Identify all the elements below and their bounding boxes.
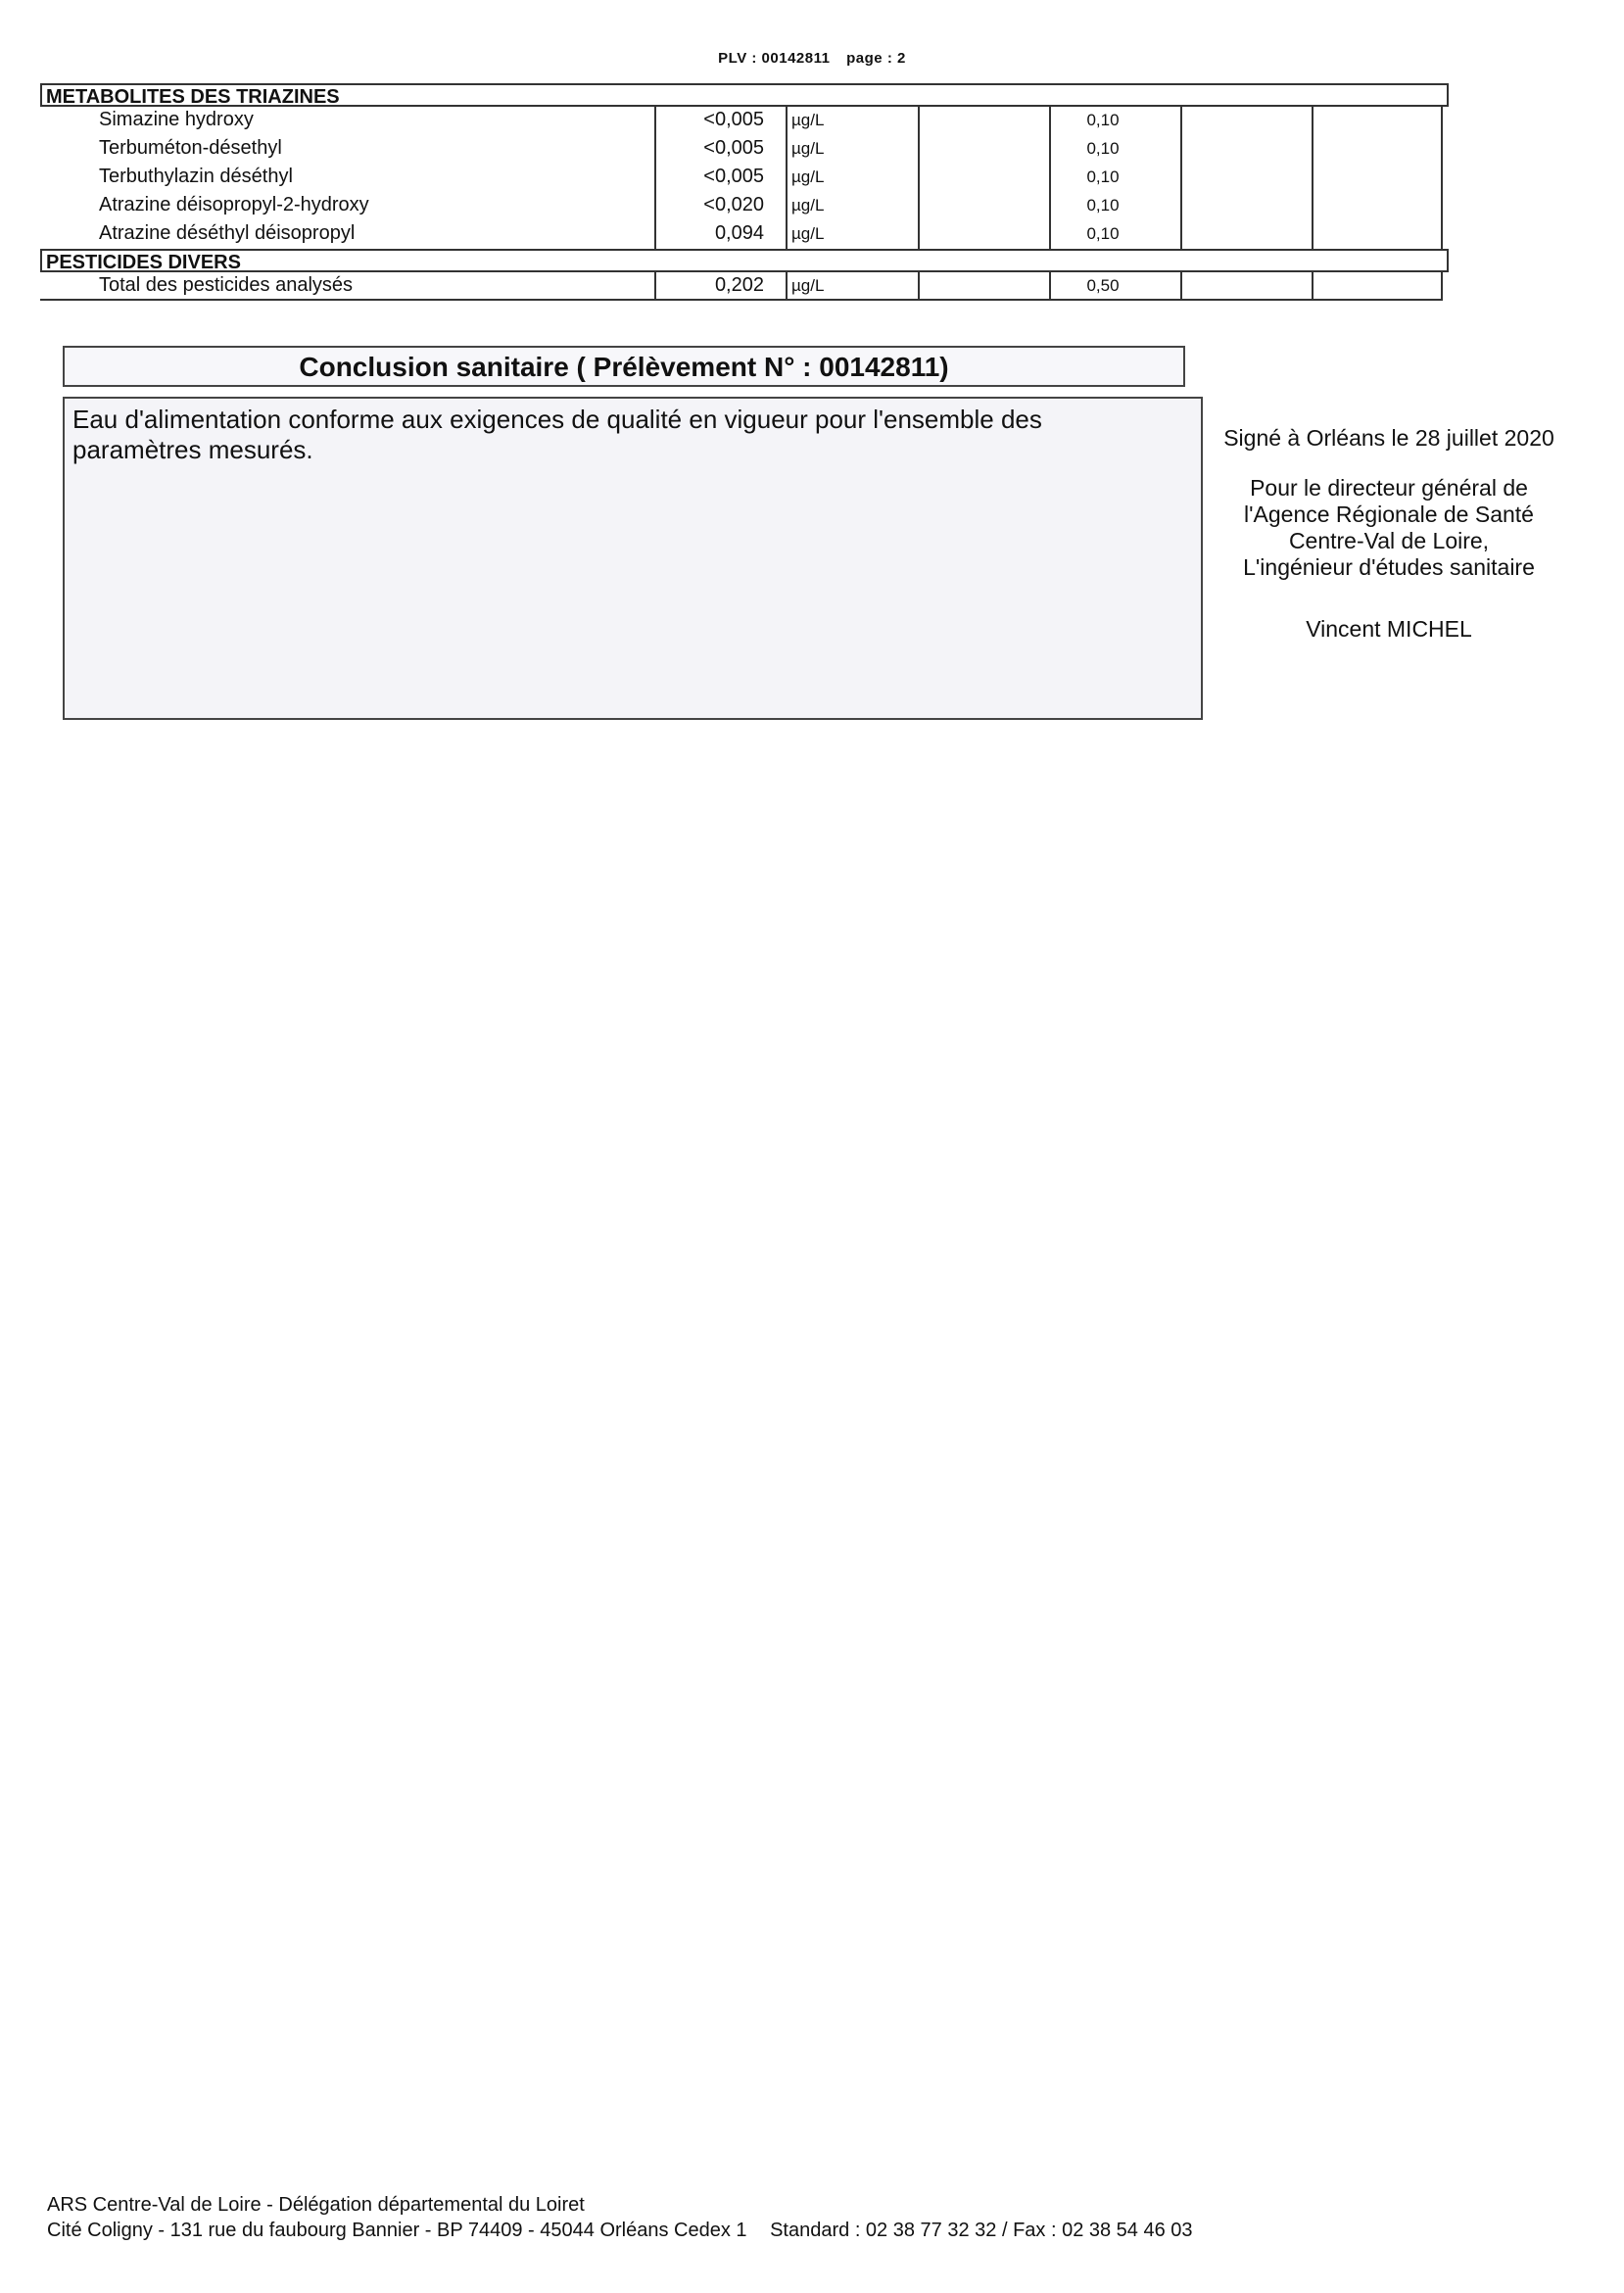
column-divider <box>786 272 788 300</box>
parameter-unit: µg/L <box>791 111 825 129</box>
column-divider <box>1312 107 1314 249</box>
parameter-value: <0,005 <box>703 166 764 187</box>
section-title: METABOLITES DES TRIAZINES <box>46 86 340 108</box>
column-divider <box>1049 272 1051 300</box>
column-divider <box>1180 107 1182 249</box>
signature-block <box>1203 425 1575 643</box>
column-divider <box>918 107 920 249</box>
table-row <box>40 272 1449 300</box>
parameter-value: <0,020 <box>703 194 764 215</box>
section-header <box>40 249 1449 272</box>
conclusion-title: Conclusion sanitaire ( Prélèvement N° : 00142811) <box>63 346 1185 387</box>
parameter-unit: µg/L <box>791 167 825 186</box>
parameter-limit: 0,10 <box>1086 139 1120 158</box>
parameter-unit: µg/L <box>791 224 825 243</box>
parameter-name: Simazine hydroxy <box>99 109 254 130</box>
parameter-limit: 0,10 <box>1086 196 1120 215</box>
document-reference <box>0 50 1624 67</box>
table-row <box>40 220 1449 249</box>
column-divider <box>918 272 920 300</box>
parameter-name: Terbuthylazin déséthyl <box>99 166 293 187</box>
table-row <box>40 135 1449 164</box>
parameter-value: 0,202 <box>714 274 764 296</box>
column-divider <box>1441 272 1443 300</box>
parameter-unit: µg/L <box>791 276 825 295</box>
table-row <box>40 107 1449 135</box>
parameter-unit: µg/L <box>791 139 825 158</box>
parameter-name: Terbuméton-désethyl <box>99 137 282 159</box>
column-divider <box>1180 272 1182 300</box>
parameter-unit: µg/L <box>791 196 825 215</box>
footer <box>47 2192 1193 2243</box>
table-row <box>40 164 1449 192</box>
signature-line: Pour le directeur général de <box>1250 475 1528 501</box>
parameter-value: 0,094 <box>714 222 764 244</box>
footer-address: Cité Coligny - 131 rue du faubourg Bannier - BP 74409 - 45044 Orléans Cedex 1 <box>47 2220 747 2241</box>
section-header <box>40 83 1449 107</box>
signatory-name: Vincent MICHEL <box>1306 616 1472 642</box>
parameter-name: Atrazine déisopropyl-2-hydroxy <box>99 194 369 215</box>
signature-place-date: Signé à Orléans le 28 juillet 2020 <box>1223 425 1554 451</box>
parameter-limit: 0,10 <box>1086 167 1120 186</box>
conclusion-text: Eau d'alimentation conforme aux exigences de qualité en vigueur pour l'ensemble des paramètres mesurés. <box>72 405 1042 464</box>
column-divider <box>1312 272 1314 300</box>
parameter-value: <0,005 <box>703 137 764 159</box>
footer-phone: Standard : 02 38 77 32 32 / Fax : 02 38 54 46 03 <box>770 2220 1193 2241</box>
table-bottom-border <box>40 299 1443 301</box>
parameter-limit: 0,10 <box>1086 224 1120 243</box>
column-divider <box>1049 107 1051 249</box>
signature-line: l'Agence Régionale de Santé <box>1244 502 1534 527</box>
parameter-name: Atrazine déséthyl déisopropyl <box>99 222 356 244</box>
footer-organization: ARS Centre-Val de Loire - Délégation départemental du Loiret <box>47 2194 585 2216</box>
parameter-name: Total des pesticides analysés <box>99 274 354 296</box>
signature-line: Centre-Val de Loire, <box>1288 528 1490 553</box>
conclusion-box <box>63 397 1203 720</box>
column-divider <box>654 107 656 249</box>
signature-line: L'ingénieur d'études sanitaire <box>1243 554 1535 580</box>
parameter-limit: 0,10 <box>1086 111 1120 129</box>
results-table <box>40 83 1449 300</box>
column-divider <box>786 107 788 249</box>
parameter-value: <0,005 <box>703 109 764 130</box>
column-divider <box>1441 107 1443 249</box>
page-number: page : 2 <box>846 50 906 67</box>
section-title: PESTICIDES DIVERS <box>46 252 241 273</box>
table-row <box>40 192 1449 220</box>
plv-number: PLV : 00142811 <box>718 50 831 67</box>
column-divider <box>654 272 656 300</box>
parameter-limit: 0,50 <box>1086 276 1120 295</box>
